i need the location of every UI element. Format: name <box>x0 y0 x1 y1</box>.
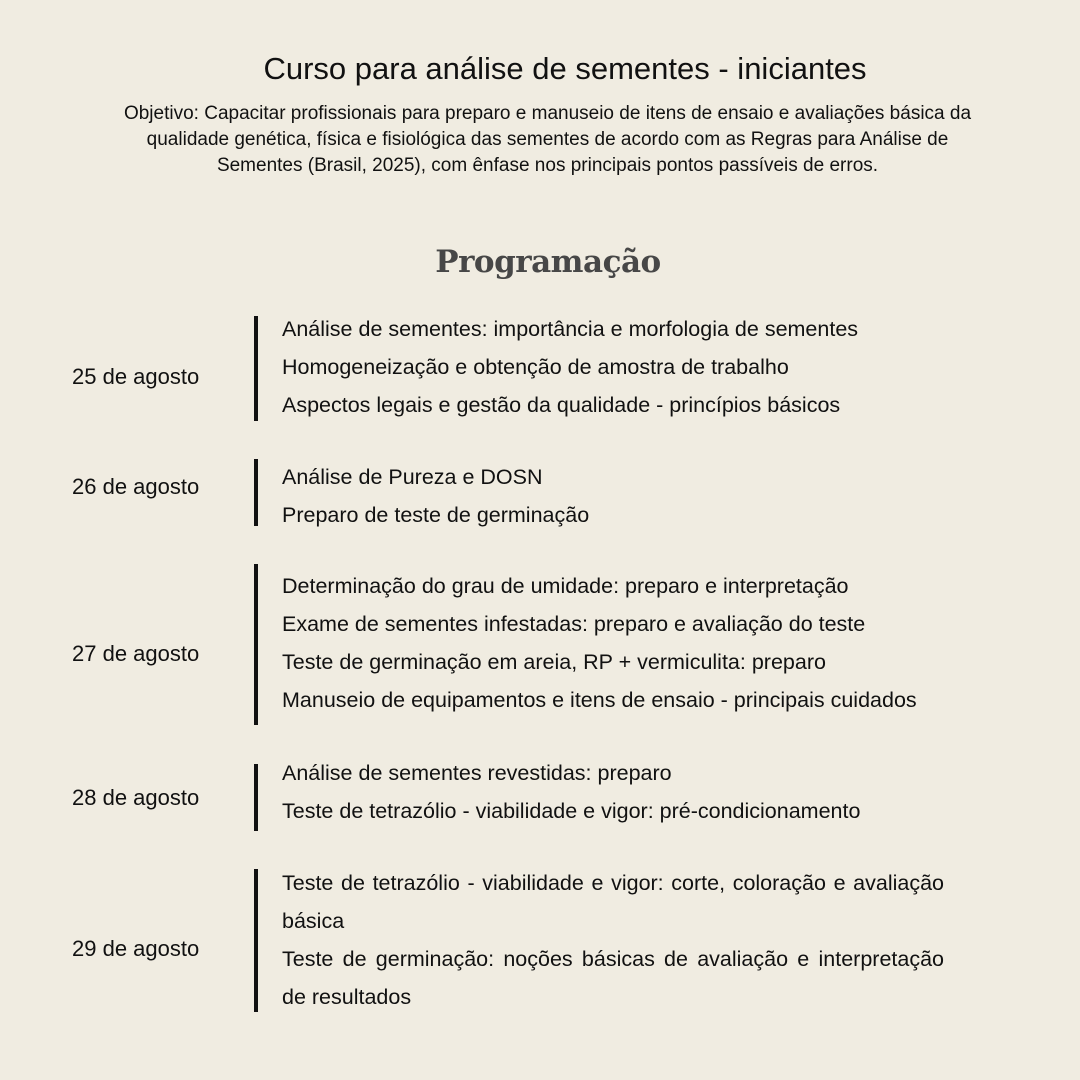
list-item: Teste de germinação: noções básicas de avaliação e interpretação de resultados <box>282 947 944 1009</box>
day-date: 25 de agosto <box>72 364 200 389</box>
timeline-divider <box>254 764 258 831</box>
day-topics-list <box>282 567 917 719</box>
day-topics-list <box>282 754 860 830</box>
list-item: Teste de tetrazólio - viabilidade e vigor: pré-condicionamento <box>282 799 861 823</box>
objective-text: Capacitar profissionais para preparo e manuseio de itens de ensaio e avaliações básica da qualidade genética, física e fisiológica das sementes de acordo com as Regras para Análise de Sementes (Brasil, 2025), com ênfase nos principais pontos passíveis de erros. <box>146 103 972 176</box>
list-item: Exame de sementes infestadas: preparo e avaliação do teste <box>282 612 866 636</box>
list-item: Homogeneização e obtenção de amostra de trabalho <box>282 355 789 379</box>
day-date: 26 de agosto <box>72 474 200 499</box>
list-item: Teste de germinação em areia, RP + vermiculita: preparo <box>282 650 826 674</box>
list-item: Determinação do grau de umidade: preparo e interpretação <box>282 574 849 598</box>
program-heading: Programação <box>435 244 661 280</box>
list-item: Manuseio de equipamentos e itens de ensaio - principais cuidados <box>282 688 917 712</box>
day-date: 29 de agosto <box>72 936 200 961</box>
course-title: Curso para análise de sementes - iniciantes <box>263 51 867 86</box>
day-block-25 <box>0 316 1080 421</box>
list-item: Aspectos legais e gestão da qualidade - princípios básicos <box>282 393 841 417</box>
day-block-29 <box>0 869 1080 1012</box>
day-topics-list <box>282 458 589 534</box>
day-date: 27 de agosto <box>72 641 200 666</box>
timeline-divider <box>254 564 258 725</box>
day-block-26 <box>0 459 1080 526</box>
list-item: Análise de sementes revestidas: preparo <box>282 761 672 785</box>
day-date: 28 de agosto <box>72 785 200 810</box>
list-item: Teste de tetrazólio - viabilidade e vigor: corte, coloração e avaliação básica <box>282 871 944 933</box>
day-topics-list <box>282 864 944 1016</box>
list-item: Preparo de teste de germinação <box>282 503 590 527</box>
timeline-divider <box>254 316 258 421</box>
timeline-divider <box>254 869 258 1012</box>
day-topics-list <box>282 310 858 424</box>
objective-paragraph <box>110 101 985 179</box>
day-block-27 <box>0 564 1080 725</box>
list-item: Análise de Pureza e DOSN <box>282 465 543 489</box>
day-block-28 <box>0 761 1080 831</box>
objective-label: Objetivo: <box>123 103 199 124</box>
timeline-divider <box>254 459 258 526</box>
list-item: Análise de sementes: importância e morfologia de sementes <box>282 317 859 341</box>
